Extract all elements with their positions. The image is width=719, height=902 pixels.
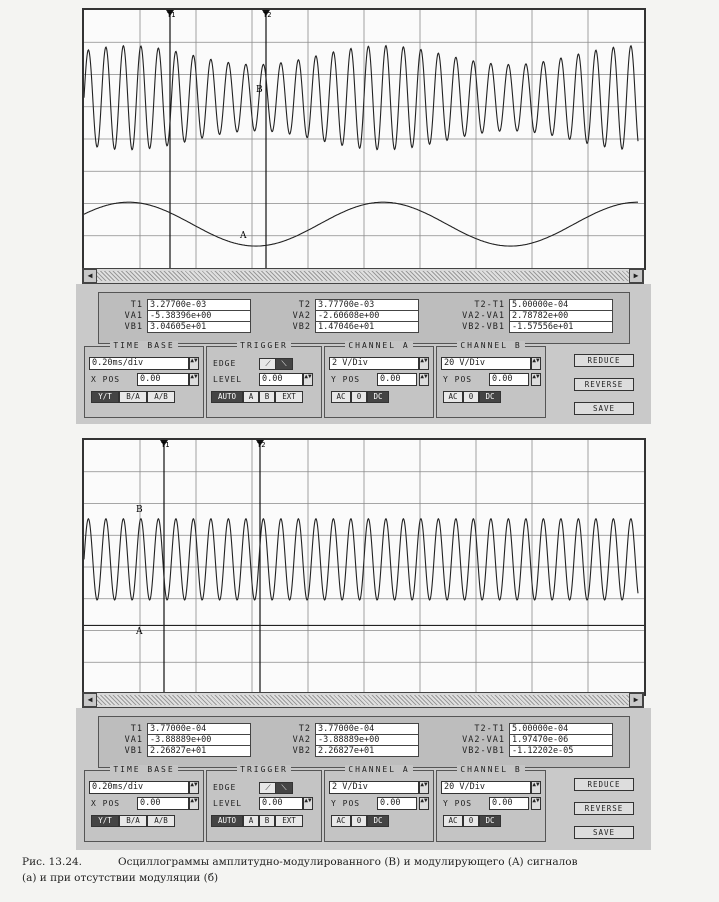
channel-b-ypos-label: Y POS	[443, 375, 473, 384]
trace-b	[84, 519, 638, 600]
figure-number: Рис. 13.24.	[22, 856, 83, 868]
mode-yt-button[interactable]: Y/T	[91, 815, 119, 827]
trigger-group	[206, 341, 322, 418]
channel-a-ypos-label: Y POS	[331, 799, 361, 808]
scroll-track[interactable]	[97, 271, 629, 281]
channel-b-scale-spinner-icon[interactable]: ▲▼	[531, 781, 541, 794]
vb1-value: 3.04605e+01	[147, 321, 251, 333]
mode-ab-button[interactable]: A/B	[147, 391, 175, 403]
channel-a-scale-field[interactable]: 2 V/Div	[329, 781, 419, 794]
save-button[interactable]: SAVE	[574, 402, 634, 415]
channel-b-group	[436, 341, 546, 418]
cursor-2-label: T2	[257, 441, 266, 449]
channel-a-ac-button[interactable]: AC	[331, 815, 351, 827]
t2-label: T2	[298, 299, 311, 310]
channel-a-dc-button[interactable]: DC	[367, 815, 389, 827]
edge-rising-icon[interactable]: ⟋	[259, 782, 277, 794]
readout-group-2	[267, 299, 419, 332]
x-pos-field[interactable]: 0.00	[137, 797, 189, 810]
vb2-value: 1.47046e+01	[315, 321, 419, 333]
reverse-button[interactable]: REVERSE	[574, 802, 634, 815]
cursor-1-label: T1	[167, 11, 176, 19]
level-field[interactable]: 0.00	[259, 797, 303, 810]
channel-a-title: CHANNEL A	[345, 765, 412, 774]
mode-ab-button[interactable]: A/B	[147, 815, 175, 827]
time-base-spinner-icon[interactable]: ▲▼	[189, 357, 199, 370]
channel-b-zero-button[interactable]: 0	[463, 815, 479, 827]
cursor-readouts	[98, 716, 630, 768]
channel-b-ypos-label: Y POS	[443, 799, 473, 808]
x-pos-label: X POS	[91, 375, 121, 384]
vb1-value: 2.26827e+01	[147, 745, 251, 757]
level-label: LEVEL	[213, 375, 243, 384]
x-pos-label: X POS	[91, 799, 121, 808]
channel-a-title: CHANNEL A	[345, 341, 412, 350]
channel-a-zero-button[interactable]: 0	[351, 391, 367, 403]
va2-value: -2.60608e+00	[315, 310, 419, 322]
readout-group-2	[267, 723, 419, 756]
caption-line-1: Осциллограммы амплитудно-модулированного (B) и модулирующего (A) сигналов	[118, 856, 578, 868]
trigger-title: TRIGGER	[237, 765, 291, 774]
t2-t1-value: 5.00000e-04	[509, 299, 613, 311]
level-spinner-icon[interactable]: ▲▼	[303, 797, 313, 810]
trigger-auto-button[interactable]: AUTO	[211, 391, 243, 403]
trigger-title: TRIGGER	[237, 341, 291, 350]
channel-a-ypos-field[interactable]: 0.00	[377, 373, 417, 386]
channel-a-scale-spinner-icon[interactable]: ▲▼	[419, 357, 429, 370]
vb2-vb1-label: VB2-VB1	[462, 321, 505, 332]
cursor-1-label: T1	[161, 441, 170, 449]
grid	[84, 10, 644, 268]
t1-label: T1	[130, 723, 143, 734]
channel-a-ypos-spinner-icon[interactable]: ▲▼	[419, 373, 429, 386]
control-panel	[76, 284, 651, 424]
readout-group-3	[445, 299, 613, 332]
trigger-auto-button[interactable]: AUTO	[211, 815, 243, 827]
vb2-vb1-value: -1.57556e+01	[509, 321, 613, 333]
scope-screen	[82, 438, 646, 696]
x-pos-field[interactable]: 0.00	[137, 373, 189, 386]
va2-va1-value: 1.97470e-06	[509, 734, 613, 746]
channel-b-dc-button[interactable]: DC	[479, 815, 501, 827]
figure-caption	[22, 854, 712, 886]
channel-b-ypos-spinner-icon[interactable]: ▲▼	[531, 373, 541, 386]
t2-value: 3.77700e-03	[315, 299, 419, 311]
t1-value: 3.27700e-03	[147, 299, 251, 311]
x-pos-spinner-icon[interactable]: ▲▼	[189, 797, 199, 810]
mode-ba-button[interactable]: B/A	[119, 815, 147, 827]
scroll-left-arrow-icon[interactable]: ◀	[83, 693, 97, 707]
t1-label: T1	[130, 299, 143, 310]
vb2-vb1-label: VB2-VB1	[462, 745, 505, 756]
channel-a-ypos-label: Y POS	[331, 375, 361, 384]
va2-va1-value: 2.78782e+00	[509, 310, 613, 322]
va1-value: -3.88889e+00	[147, 734, 251, 746]
channel-a-group	[324, 341, 434, 418]
va2-label: VA2	[292, 734, 311, 745]
time-base-title: TIME BASE	[110, 341, 177, 350]
level-label: LEVEL	[213, 799, 243, 808]
scroll-track[interactable]	[97, 695, 629, 705]
level-spinner-icon[interactable]: ▲▼	[303, 373, 313, 386]
channel-a-scale-field[interactable]: 2 V/Div	[329, 357, 419, 370]
vb2-vb1-value: -1.12202e-05	[509, 745, 613, 757]
time-base-field[interactable]: 0.20ms/div	[89, 781, 189, 794]
channel-b-ac-button[interactable]: AC	[443, 391, 463, 403]
trigger-group	[206, 765, 322, 842]
trigger-b-button[interactable]: B	[259, 391, 275, 403]
t2-t1-value: 5.00000e-04	[509, 723, 613, 735]
waveform-display	[84, 440, 644, 694]
va1-value: -5.38396e+00	[147, 310, 251, 322]
t2-value: 3.77000e-04	[315, 723, 419, 735]
edge-rising-icon[interactable]: ⟋	[259, 358, 277, 370]
t1-value: 3.77000e-04	[147, 723, 251, 735]
time-base-group	[84, 765, 204, 842]
edge-label: EDGE	[213, 359, 237, 368]
channel-b-scale-spinner-icon[interactable]: ▲▼	[531, 357, 541, 370]
vb2-label: VB2	[292, 321, 311, 332]
scroll-left-arrow-icon[interactable]: ◀	[83, 269, 97, 283]
t2-label: T2	[298, 723, 311, 734]
cursor-2-label: T2	[263, 11, 272, 19]
time-base-group	[84, 341, 204, 418]
trigger-b-button[interactable]: B	[259, 815, 275, 827]
channel-b-zero-button[interactable]: 0	[463, 391, 479, 403]
channel-b-dc-button[interactable]: DC	[479, 391, 501, 403]
channel-b-title: CHANNEL B	[457, 765, 524, 774]
vb1-label: VB1	[124, 321, 143, 332]
mode-yt-button[interactable]: Y/T	[91, 391, 119, 403]
scope-screen	[82, 8, 646, 270]
level-field[interactable]: 0.00	[259, 373, 303, 386]
readout-group-1	[99, 299, 251, 332]
scroll-right-arrow-icon[interactable]: ▶	[629, 269, 643, 283]
vb1-label: VB1	[124, 745, 143, 756]
scroll-right-arrow-icon[interactable]: ▶	[629, 693, 643, 707]
readout-group-3	[445, 723, 613, 756]
va1-label: VA1	[124, 310, 143, 321]
caption-line-2: (а) и при отсутствии модуляции (б)	[22, 872, 219, 884]
channel-a-zero-button[interactable]: 0	[351, 815, 367, 827]
time-scrollbar[interactable]	[82, 268, 644, 284]
waveform-display	[84, 10, 644, 268]
edge-label: EDGE	[213, 783, 237, 792]
control-panel	[76, 708, 651, 850]
trace-a	[84, 202, 638, 246]
trace-a-label: A	[240, 231, 247, 241]
readout-group-1	[99, 723, 251, 756]
va2-label: VA2	[292, 310, 311, 321]
vb2-label: VB2	[292, 745, 311, 756]
trace-b	[84, 46, 638, 150]
channel-b-title: CHANNEL B	[457, 341, 524, 350]
cursor-readouts	[98, 292, 630, 344]
time-base-field[interactable]: 0.20ms/div	[89, 357, 189, 370]
time-base-title: TIME BASE	[110, 765, 177, 774]
channel-a-ypos-spinner-icon[interactable]: ▲▼	[419, 797, 429, 810]
save-button[interactable]: SAVE	[574, 826, 634, 839]
channel-b-ypos-spinner-icon[interactable]: ▲▼	[531, 797, 541, 810]
channel-b-group	[436, 765, 546, 842]
channel-a-dc-button[interactable]: DC	[367, 391, 389, 403]
reduce-button[interactable]: REDUCE	[574, 354, 634, 367]
edge-falling-icon[interactable]: ⟍	[275, 782, 293, 794]
trace-a-label: A	[136, 627, 143, 637]
va2-va1-label: VA2-VA1	[462, 310, 505, 321]
reverse-button[interactable]: REVERSE	[574, 378, 634, 391]
trace-b-label: B	[256, 85, 263, 95]
t2-t1-label: T2-T1	[474, 299, 505, 310]
oscilloscope-a	[76, 0, 651, 424]
va1-label: VA1	[124, 734, 143, 745]
mode-ba-button[interactable]: B/A	[119, 391, 147, 403]
oscilloscope-b	[76, 430, 651, 850]
reduce-button[interactable]: REDUCE	[574, 778, 634, 791]
channel-b-ac-button[interactable]: AC	[443, 815, 463, 827]
trace-b-label: B	[136, 505, 143, 515]
channel-a-scale-spinner-icon[interactable]: ▲▼	[419, 781, 429, 794]
channel-a-group	[324, 765, 434, 842]
time-base-spinner-icon[interactable]: ▲▼	[189, 781, 199, 794]
time-scrollbar[interactable]	[82, 692, 644, 708]
edge-falling-icon[interactable]: ⟍	[275, 358, 293, 370]
channel-b-ypos-field[interactable]: 0.00	[489, 373, 529, 386]
va2-value: -3.88889e+00	[315, 734, 419, 746]
trigger-a-button[interactable]: A	[243, 815, 259, 827]
va2-va1-label: VA2-VA1	[462, 734, 505, 745]
channel-b-scale-field[interactable]: 20 V/Div	[441, 357, 531, 370]
channel-a-ypos-field[interactable]: 0.00	[377, 797, 417, 810]
channel-b-ypos-field[interactable]: 0.00	[489, 797, 529, 810]
channel-b-scale-field[interactable]: 20 V/Div	[441, 781, 531, 794]
trigger-ext-button[interactable]: EXT	[275, 815, 303, 827]
trigger-ext-button[interactable]: EXT	[275, 391, 303, 403]
vb2-value: 2.26827e+01	[315, 745, 419, 757]
x-pos-spinner-icon[interactable]: ▲▼	[189, 373, 199, 386]
channel-a-ac-button[interactable]: AC	[331, 391, 351, 403]
t2-t1-label: T2-T1	[474, 723, 505, 734]
trigger-a-button[interactable]: A	[243, 391, 259, 403]
